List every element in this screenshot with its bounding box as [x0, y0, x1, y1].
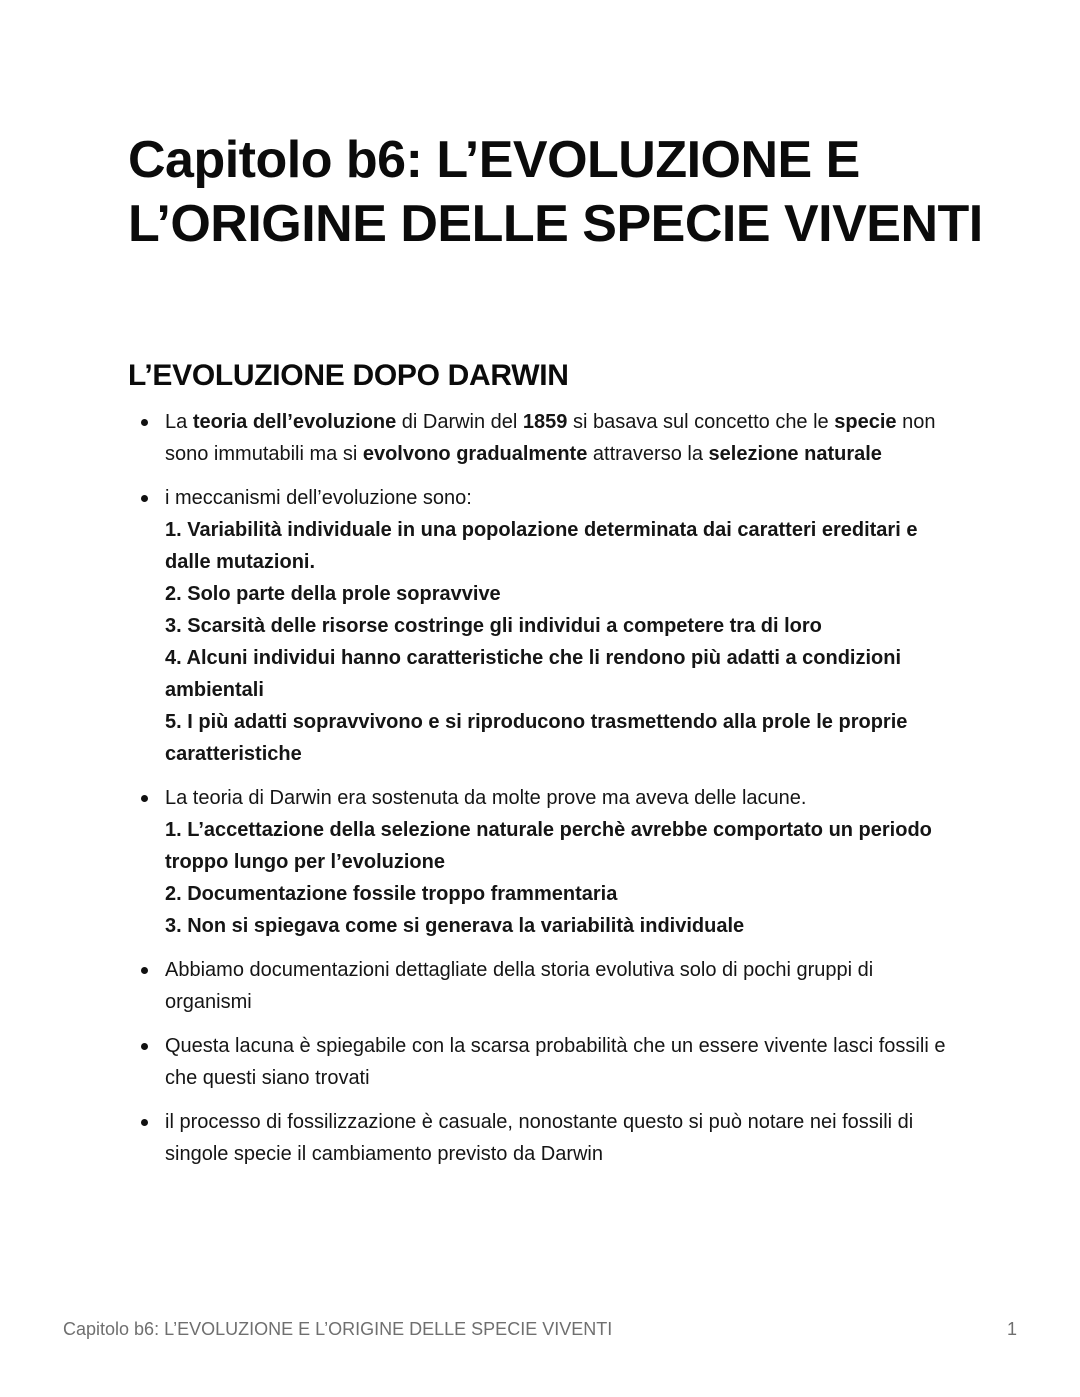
text-run: di Darwin del [396, 411, 523, 433]
mechanism-item: 3. Scarsità delle risorse costringe gli individui a competere tra di loro [165, 615, 822, 637]
section-heading: L’EVOLUZIONE DOPO DARWIN [128, 359, 569, 392]
bullet-item-lacuna: Questa lacuna è spiegabile con la scarsa probabilità che un essere vivente lasci fossili e che questi siano trovati [128, 1030, 958, 1094]
mechanism-item: 2. Solo parte della prole sopravvive [165, 583, 501, 605]
gap-item: 3. Non si spiegava come si generava la variabilità individuale [165, 915, 745, 937]
page-number: 1 [1006, 1319, 1017, 1339]
text-run: attraverso la [587, 443, 709, 465]
text-run: non sono immutabili ma si [165, 411, 936, 465]
bullet-item-theory [128, 406, 958, 470]
page-title: Capitolo b6: L’EVOLUZIONE E L’ORIGINE DELLE SPECIE VIVENTI [128, 131, 983, 253]
gap-item: 1. L’accettazione della selezione naturale perchè avrebbe comportato un periodo troppo lungo per l’evoluzione [165, 819, 932, 873]
gap-item: 2. Documentazione fossile troppo frammentaria [165, 883, 618, 905]
bold-term: specie [834, 411, 897, 433]
bullet-item-mechanisms [128, 482, 958, 770]
text-run: si basava sul concetto che le [567, 411, 835, 433]
bold-term: teoria dell’evoluzione [192, 411, 397, 433]
bold-term: selezione naturale [708, 443, 882, 465]
mechanism-item: 1. Variabilità individuale in una popolazione determinata dai caratteri ereditari e dalle mutazioni. [165, 519, 918, 573]
mechanism-item: 4. Alcuni individui hanno caratteristiche che li rendono più adatti a condizioni ambientali [165, 647, 902, 701]
text-run: La [165, 411, 193, 433]
bullet-list [128, 406, 958, 1182]
bold-year: 1859 [522, 411, 568, 433]
mechanism-item: 5. I più adatti sopravvivono e si riproducono trasmettendo alla prole le proprie caratteristiche [165, 711, 908, 765]
footer-title: Capitolo b6: L’EVOLUZIONE E L’ORIGINE DELLE SPECIE VIVENTI [63, 1319, 613, 1339]
bullet-item-documentation: Abbiamo documentazioni dettagliate della storia evolutiva solo di pochi gruppi di organismi [128, 954, 958, 1018]
bold-term: evolvono gradualmente [362, 443, 588, 465]
bullet-item-fossilization: il processo di fossilizzazione è casuale, nonostante questo si può notare nei fossili di singole specie il cambiamento previsto da Darwin [128, 1106, 958, 1170]
mechanisms-intro: i meccanismi dell’evoluzione sono: [165, 487, 472, 509]
bullet-item-gaps [128, 782, 958, 942]
gaps-intro: La teoria di Darwin era sostenuta da molte prove ma aveva delle lacune. [165, 787, 807, 809]
